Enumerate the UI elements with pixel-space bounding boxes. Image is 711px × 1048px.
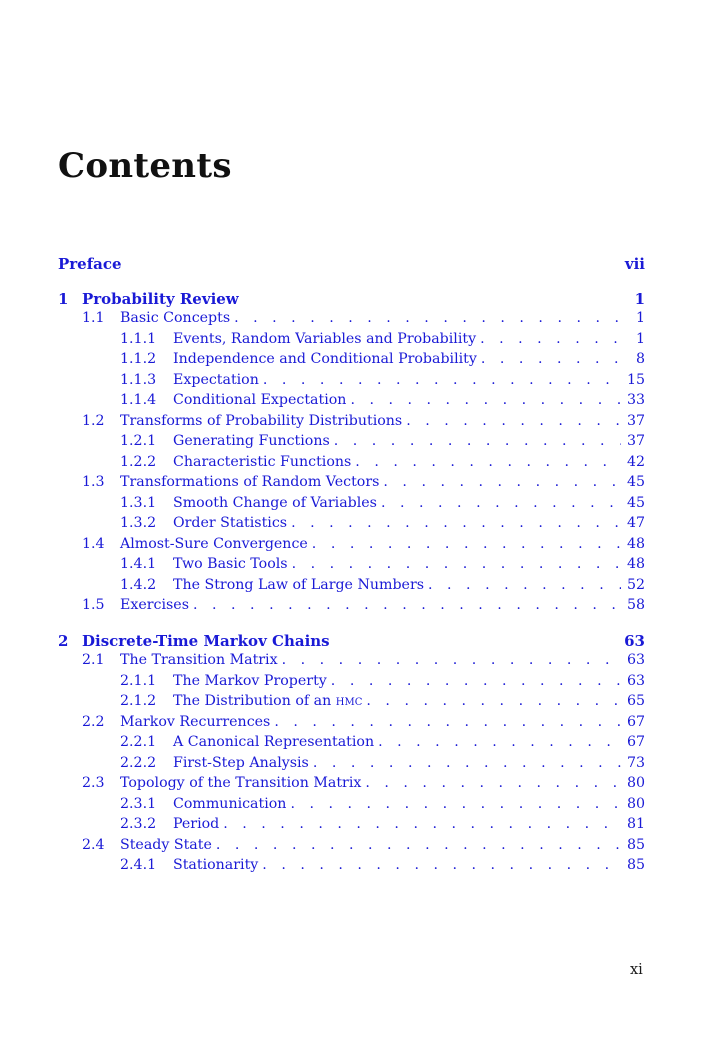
- toc-entry-1-1-3[interactable]: [58, 372, 645, 393]
- toc-entry-label-text: Generating Functions: [173, 433, 330, 449]
- toc-entry-2-2[interactable]: [58, 714, 645, 735]
- toc-entry-label-text: Events, Random Variables and Probability: [173, 330, 477, 347]
- toc-leader-dots: [313, 755, 621, 771]
- toc-entry-page: 67: [626, 734, 645, 750]
- toc-entry-label: [120, 413, 402, 429]
- toc-leader-dots: [282, 652, 621, 668]
- toc-entry-number: 2.1: [82, 652, 105, 668]
- toc-entry-label: [120, 652, 278, 668]
- toc-entry-1-3-1[interactable]: [58, 495, 645, 516]
- toc-leader-dots: [365, 775, 621, 791]
- toc-leader-dots: [216, 837, 621, 853]
- toc-entry-label-text: Two Basic Tools: [173, 556, 288, 572]
- toc-entry-label-text: The Transition Matrix: [120, 652, 278, 668]
- toc-entry-page: 80: [626, 775, 645, 791]
- toc-leader-dots: [234, 310, 621, 326]
- toc-entry-number: 1.3.1: [120, 494, 157, 511]
- toc-entry-label-text: The Strong Law of Large Numbers: [173, 576, 425, 593]
- toc-entry-number: 2: [58, 631, 69, 650]
- toc-entry-label: [173, 392, 346, 408]
- toc-leader-dots: [263, 372, 621, 388]
- toc-entry-label: [173, 454, 351, 470]
- toc-entry-page: 63: [626, 652, 645, 668]
- toc-leader-dots: [291, 515, 621, 531]
- toc-entry-number: 1.1.2: [120, 351, 157, 367]
- toc-entry-1-2[interactable]: [58, 413, 645, 434]
- toc-leader-dots: [378, 734, 621, 750]
- toc-entry-1-3-2[interactable]: [58, 515, 645, 536]
- toc-entry-label-smallcaps: hmc: [335, 693, 363, 709]
- chapter-1-entries: [58, 310, 645, 618]
- toc-entry-label-text: First-Step Analysis: [173, 754, 309, 771]
- toc-leader-dots: [406, 413, 621, 429]
- toc-entry-page: 48: [626, 556, 645, 572]
- toc-entry-number: 1.4: [82, 535, 105, 552]
- toc-leader-dots: [312, 536, 621, 552]
- toc-entry-1-1-1[interactable]: [58, 331, 645, 352]
- toc-leader-dots: [290, 796, 621, 812]
- toc-leader-dots: [383, 474, 621, 490]
- toc-entry-label-text: Period: [173, 816, 220, 832]
- toc-entry-label: [173, 495, 377, 511]
- toc-entry-1-1-4[interactable]: [58, 392, 645, 413]
- table-of-contents: [58, 255, 645, 878]
- toc-entry-label: [173, 816, 219, 832]
- toc-entry-page: 47: [626, 515, 645, 531]
- toc-entry-2-4[interactable]: [58, 837, 645, 858]
- toc-entry-page: 45: [626, 474, 645, 490]
- toc-entry-number: 1.2.2: [120, 453, 157, 470]
- toc-entry-label: [173, 577, 424, 593]
- toc-entry-2-1[interactable]: [58, 652, 645, 673]
- toc-entry-label: [120, 714, 270, 730]
- toc-leader-dots: [334, 433, 621, 449]
- toc-entry-number: 1.5: [82, 597, 105, 613]
- toc-leader-dots: [331, 673, 621, 689]
- toc-entry-label-text: Basic Concepts: [120, 310, 231, 326]
- toc-entry-2-1-1[interactable]: [58, 673, 645, 694]
- toc-leader-dots: [193, 597, 621, 613]
- toc-leader-dots: [274, 714, 621, 730]
- toc-entry-page: 33: [626, 392, 645, 408]
- toc-entry-preface[interactable]: [58, 255, 645, 276]
- page-title: Contents: [58, 146, 232, 186]
- toc-entry-number: 2.1.1: [120, 672, 157, 689]
- toc-leader-dots: [292, 556, 621, 572]
- toc-entry-page: 15: [626, 371, 645, 388]
- toc-entry-number: 1.1.4: [120, 392, 157, 408]
- toc-entry-label-text: Expectation: [173, 371, 259, 388]
- toc-entry-number: 2.3.2: [120, 816, 157, 832]
- toc-entry-label: [120, 310, 230, 326]
- toc-entry-label-text: Transformations of Random Vectors: [120, 474, 380, 490]
- toc-entry-1-4[interactable]: [58, 536, 645, 557]
- toc-entry-label-text: Stationarity: [173, 857, 259, 873]
- toc-entry-label: [173, 556, 288, 572]
- toc-entry-label: [173, 673, 327, 689]
- toc-entry-1-4-2[interactable]: [58, 577, 645, 598]
- toc-entry-page: 85: [626, 836, 645, 853]
- toc-entry-number: 2.2.1: [120, 734, 157, 750]
- toc-entry-page: 73: [626, 754, 645, 771]
- toc-leader-dots: [350, 392, 621, 408]
- toc-entry-number: 1.4.1: [120, 556, 157, 572]
- toc-entry-label-text: Steady State: [120, 836, 212, 853]
- toc-leader-dots: [481, 351, 621, 367]
- toc-entry-label: Preface: [58, 255, 122, 273]
- toc-entry-2-3-1[interactable]: [58, 796, 645, 817]
- toc-entry-label-text: Order Statistics: [173, 515, 288, 531]
- toc-entry-page: 48: [626, 535, 645, 552]
- toc-entry-number: 2.2.2: [120, 754, 157, 771]
- toc-entry-1-1[interactable]: [58, 310, 645, 331]
- toc-entry-label: [173, 515, 287, 531]
- toc-entry-chapter-1[interactable]: [58, 290, 645, 311]
- toc-entry-label-text: Characteristic Functions: [173, 453, 352, 470]
- toc-entry-page: 81: [626, 816, 645, 832]
- toc-entry-label-text: Conditional Expectation: [173, 392, 347, 408]
- toc-entry-2-3[interactable]: [58, 775, 645, 796]
- toc-leader-dots: [480, 331, 621, 347]
- toc-entry-label: [173, 755, 309, 771]
- toc-entry-2-2-2[interactable]: [58, 755, 645, 776]
- toc-entry-number: 2.2: [82, 713, 105, 730]
- toc-entry-2-2-1[interactable]: [58, 734, 645, 755]
- toc-entry-label: [173, 734, 374, 750]
- toc-entry-label: Probability Review: [82, 289, 239, 308]
- toc-entry-1-1-2[interactable]: [58, 351, 645, 372]
- toc-entry-label-text: Independence and Conditional Probability: [173, 351, 477, 367]
- toc-entry-chapter-2[interactable]: [58, 632, 645, 653]
- toc-entry-page: 1: [635, 330, 645, 347]
- toc-entry-label: [173, 372, 259, 388]
- toc-entry-1-3[interactable]: [58, 474, 645, 495]
- toc-leader-dots: [223, 816, 621, 832]
- toc-entry-label-text: Transforms of Probability Distributions: [120, 412, 403, 429]
- toc-entry-label: [120, 597, 189, 613]
- toc-entry-1-4-1[interactable]: [58, 556, 645, 577]
- toc-entry-number: 1.2: [82, 412, 105, 429]
- toc-entry-page: 67: [626, 713, 645, 730]
- toc-entry-number: 1.3.2: [120, 515, 157, 531]
- page-number: xi: [630, 962, 643, 978]
- toc-entry-page: 63: [626, 672, 645, 689]
- toc-leader-dots: [428, 577, 621, 593]
- toc-entry-number: 1: [58, 289, 69, 308]
- toc-leader-dots: [355, 454, 621, 470]
- toc-entry-page: 8: [635, 351, 645, 367]
- toc-entry-1-5[interactable]: [58, 597, 645, 618]
- toc-entry-label: [173, 433, 330, 449]
- toc-entry-label-text: A Canonical Representation: [173, 734, 375, 750]
- toc-entry-page: 63: [624, 631, 645, 650]
- toc-entry-label-text: The Markov Property: [173, 672, 327, 689]
- toc-entry-page: 58: [626, 597, 645, 613]
- toc-entry-label-text: Smooth Change of Variables: [173, 494, 377, 511]
- toc-entry-number: 1.2.1: [120, 433, 157, 449]
- toc-entry-label-text: Exercises: [120, 597, 189, 613]
- toc-entry-page: 1: [635, 310, 645, 326]
- toc-leader-dots: [381, 495, 621, 511]
- toc-entry-label-text: The Distribution of an: [173, 693, 332, 709]
- toc-entry-number: 1.1: [82, 310, 105, 326]
- toc-entry-number: 1.1.3: [120, 371, 157, 388]
- toc-entry-label-text: Topology of the Transition Matrix: [120, 775, 362, 791]
- toc-entry-label: [173, 796, 286, 812]
- toc-entry-label: [173, 331, 476, 347]
- toc-entry-page: 37: [626, 433, 645, 449]
- toc-entry-label-text: Almost-Sure Convergence: [120, 535, 308, 552]
- toc-leader-dots: [366, 693, 621, 709]
- toc-entry-page: 1: [634, 289, 645, 308]
- toc-entry-page: 65: [626, 693, 645, 709]
- toc-entry-number: 2.3: [82, 775, 105, 791]
- toc-entry-label-text: Communication: [173, 795, 287, 812]
- toc-leader-dots: [262, 857, 621, 873]
- toc-entry-page: 45: [626, 494, 645, 511]
- chapter-2-entries: [58, 652, 645, 878]
- toc-entry-page: 80: [626, 795, 645, 812]
- toc-entry-number: 2.3.1: [120, 795, 157, 812]
- toc-entry-number: 1.4.2: [120, 576, 157, 593]
- toc-entry-number: 2.4: [82, 836, 105, 853]
- toc-entry-page: 37: [626, 412, 645, 429]
- toc-entry-2-3-2[interactable]: [58, 816, 645, 837]
- toc-entry-page: 85: [626, 857, 645, 873]
- toc-entry-page: 42: [626, 453, 645, 470]
- toc-entry-number: 1.1.1: [120, 330, 157, 347]
- toc-entry-page: 52: [626, 576, 645, 593]
- toc-entry-label: [120, 474, 379, 490]
- toc-entry-number: 1.3: [82, 474, 105, 490]
- toc-entry-1-2-2[interactable]: [58, 454, 645, 475]
- toc-entry-label: [173, 857, 258, 873]
- toc-entry-label: [120, 536, 308, 552]
- toc-entry-label: Discrete-Time Markov Chains: [82, 631, 330, 650]
- toc-entry-page: vii: [624, 255, 645, 273]
- toc-entry-label: [173, 693, 362, 709]
- toc-entry-1-2-1[interactable]: [58, 433, 645, 454]
- toc-entry-2-1-2[interactable]: [58, 693, 645, 714]
- toc-entry-number: 2.4.1: [120, 857, 157, 873]
- toc-entry-label: [120, 775, 361, 791]
- toc-entry-label: [173, 351, 477, 367]
- toc-entry-label-text: Markov Recurrences: [120, 713, 271, 730]
- toc-entry-label: [120, 837, 212, 853]
- toc-entry-2-4-1[interactable]: [58, 857, 645, 878]
- toc-entry-number: 2.1.2: [120, 693, 157, 709]
